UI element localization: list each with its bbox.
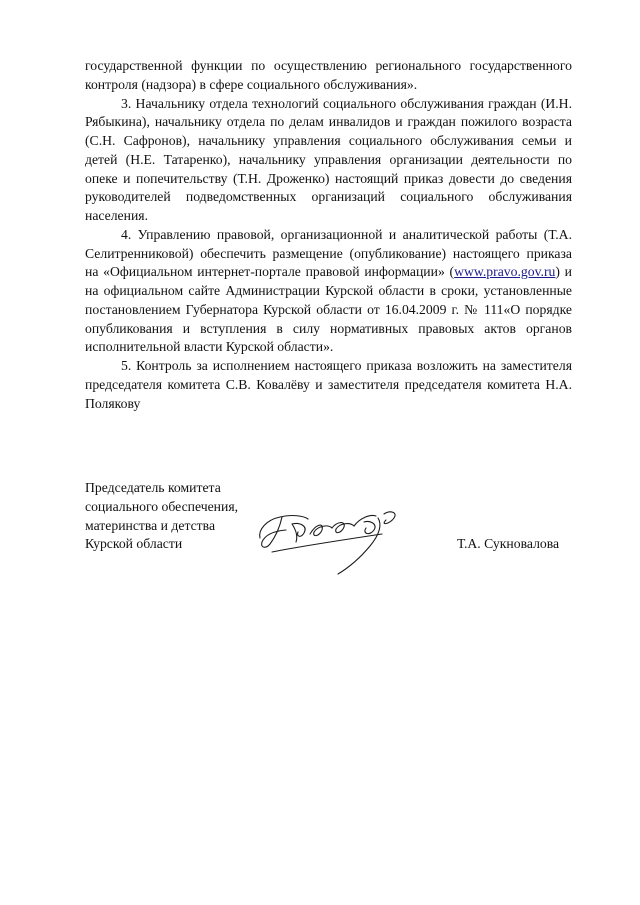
pravo-gov-link[interactable]: www.pravo.gov.ru: [454, 264, 556, 280]
position-line: Курской области: [85, 536, 183, 552]
signatory-position: [85, 479, 238, 554]
position-line: Председатель комитета: [85, 480, 221, 495]
document-body: [85, 57, 572, 413]
paragraph-item-4: [85, 226, 572, 357]
position-line: социального обеспечения,: [85, 498, 239, 514]
paragraph-continuation: государственной функции по осуществлению регионального государственного контроля (надзора) в сфере социального обслуживания».: [85, 58, 572, 92]
signatory-name: Т.А. Сукновалова: [457, 536, 560, 551]
paragraph-item-4-text-before: 4. Управлению правовой, организационной и аналитической работы (Т.А. Селитренниковой) обеспечить размещение (опубликование) настоящего приказа на «Официальном интернет-портале правовой информации» (: [85, 226, 572, 280]
paragraph-item-3: 3. Начальнику отдела технологий социального обслуживания граждан (И.Н. Рябыкина), начальнику отдела по делам инвалидов и граждан пожилого возраста (С.Н. Сафронов), начальнику управления социального обслуживания семьи и детей (Н.Е. Татаренко), начальнику управления организации деятельности по опеке и попечительству (Т.Н. Дроженко) настоящий приказ довести до сведения руководителей подведомственных организаций социального обслуживания населения.: [85, 95, 572, 223]
paragraph-item-5: 5. Контроль за исполнением настоящего приказа возложить на заместителя председателя комитета С.В. Ковалёву и заместителя председателя комитета Н.А. Полякову: [85, 358, 572, 411]
paragraph-item-4-text-after: ) и на официальном сайте Администрации Курской области в сроки, установленные постановлением Губернатора Курской области от 16.04.2009 г. № 111«О порядке опубликования и вступления в силу нормативных правовых актов органов исполнительной власти Курской области».: [85, 264, 572, 355]
handwritten-signature: [252, 500, 422, 580]
position-line: материнства и детства: [85, 517, 216, 533]
